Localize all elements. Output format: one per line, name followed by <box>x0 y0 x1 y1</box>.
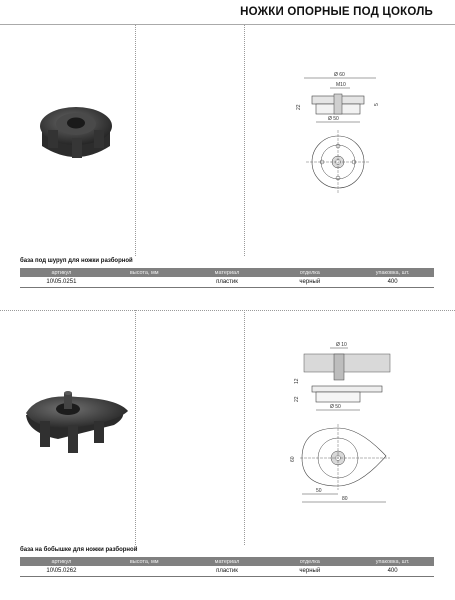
table-row <box>20 277 434 288</box>
technical-drawing-2 <box>290 338 402 508</box>
column-header: упаковка, шт. <box>351 268 434 277</box>
technical-drawing-1 <box>290 66 402 200</box>
page-header <box>0 0 455 25</box>
column-header: артикул <box>20 268 103 277</box>
divider <box>244 25 245 256</box>
dim-outer: Ø 60 <box>334 72 345 78</box>
cell-height <box>103 566 186 577</box>
column-header: высота, мм <box>103 268 186 277</box>
cell-article: 10\05.0262 <box>20 566 103 577</box>
product-caption: база под шуруп для ножки разборной <box>20 258 133 264</box>
divider <box>244 310 245 545</box>
product-photo-base-boss <box>18 385 136 467</box>
dim-d50: Ø 50 <box>330 404 341 410</box>
cell-material: пластик <box>186 566 269 577</box>
spec-table <box>20 557 434 577</box>
dim-h60: 60 <box>290 456 296 462</box>
column-header: артикул <box>20 557 103 566</box>
cell-finish: черный <box>268 277 351 288</box>
divider <box>0 310 455 311</box>
page-title: НОЖКИ ОПОРНЫЕ ПОД ЦОКОЛЬ <box>240 6 433 18</box>
dim-h12: 12 <box>294 378 300 384</box>
dim-w80: 80 <box>342 496 348 502</box>
dim-h22: 22 <box>294 396 300 402</box>
table-header-row <box>20 268 434 277</box>
cell-article: 10\05.0251 <box>20 277 103 288</box>
column-header: материал <box>186 268 269 277</box>
dim-height: 22 <box>296 104 302 110</box>
spec-table <box>20 268 434 288</box>
column-header: отделка <box>268 557 351 566</box>
cell-pack: 400 <box>351 566 434 577</box>
dim-d10: Ø 10 <box>336 342 347 348</box>
column-header: материал <box>186 557 269 566</box>
divider <box>135 25 136 256</box>
column-header: высота, мм <box>103 557 186 566</box>
table-row <box>20 566 434 577</box>
dim-inner: Ø 50 <box>328 116 339 122</box>
dim-m10: M10 <box>336 82 346 88</box>
column-header: упаковка, шт. <box>351 557 434 566</box>
product-photo-base-screw <box>28 90 124 170</box>
dim-w50: 50 <box>316 488 322 494</box>
product-caption: база на бобышке для ножки разборной <box>20 547 138 553</box>
cell-height <box>103 277 186 288</box>
table-header-row <box>20 557 434 566</box>
cell-finish: черный <box>268 566 351 577</box>
column-header: отделка <box>268 268 351 277</box>
dim-h5: 5 <box>374 103 380 106</box>
cell-material: пластик <box>186 277 269 288</box>
cell-pack: 400 <box>351 277 434 288</box>
